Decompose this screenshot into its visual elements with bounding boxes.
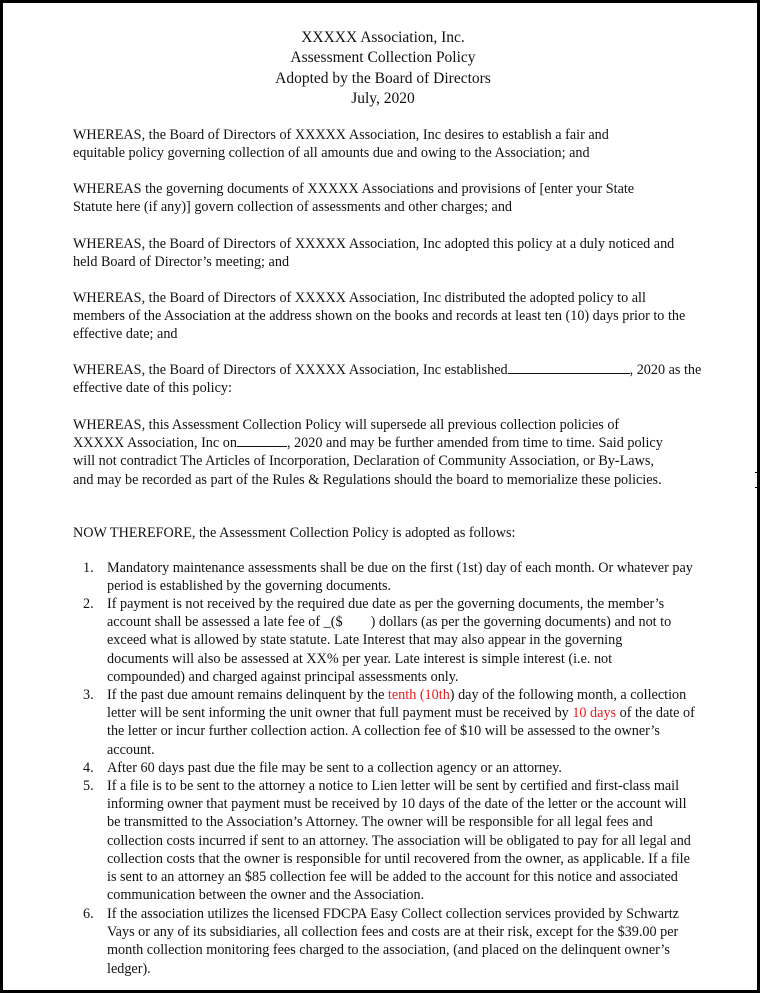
highlight-tenth-day: tenth (10th — [387, 687, 450, 703]
text-cursor-ibeam-icon — [755, 472, 760, 488]
paragraph-text: , 2020 and may be further amended from time to time. Said policy will not contradict The Articles of Incorporation, Declaration of Community Association, or By-Laws, and may be recorded as part of the Rules & Regulations should the board to memorialize these policies. — [73, 435, 663, 488]
list-text: After 60 days past due the file may be sent to a collection agency or an attorney. — [107, 760, 562, 776]
whereas-paragraph-3: WHEREAS, the Board of Directors of XXXXX Association, Inc adopted this policy at a duly noticed and held Board of Director’s meeting; and — [73, 236, 675, 271]
paragraph-text: WHEREAS, this Assessment Collection Policy will supersede all previous collection policies of XXXXX Association, Inc on — [73, 417, 620, 452]
document-date: July, 2020 — [351, 90, 415, 107]
list-number: 1. — [83, 560, 94, 576]
list-number: 5. — [83, 778, 94, 794]
list-number: 6. — [83, 906, 94, 922]
list-text-part: ) day of the following month, a collection letter will be sent informing the unit owner that full payment must be received by — [107, 687, 687, 722]
list-text-part: If the past due amount remains delinquent by the — [107, 687, 388, 703]
document-title: XXXXX Association, Inc. — [301, 29, 465, 46]
document-subtitle: Assessment Collection Policy — [290, 49, 476, 66]
whereas-paragraph-1: WHEREAS, the Board of Directors of XXXXX Association, Inc desires to establish a fair and equitable policy governing collection of all amounts due and owing to the Association; and — [73, 127, 609, 162]
whereas-paragraph-5 — [73, 361, 703, 397]
list-text: If a file is to be sent to the attorney a notice to Lien letter will be sent by certified and first-class mail informing owner that payment must be received by 10 days of the date of the letter or the account will be transmitted to the Association’s Attorney. The owner will be responsible for all legal fees and collection costs incurred if sent to an attorney. The association will be obligated to pay for all legal and collection costs that the owner is responsible for until recovered from the owner, as applicable. If a file is sent to an attorney an $85 collection fee will be added to the account for this notice and associated communication between the owner and the Association. — [107, 778, 691, 904]
now-therefore-paragraph: NOW THEREFORE, the Assessment Collection Policy is adopted as follows: — [73, 525, 516, 541]
list-text — [107, 595, 687, 686]
adopted-by-line: Adopted by the Board of Directors — [275, 70, 491, 87]
whereas-paragraph-6 — [73, 416, 673, 489]
list-number: 2. — [83, 596, 94, 612]
list-number: 4. — [83, 760, 94, 776]
whereas-paragraph-4: WHEREAS, the Board of Directors of XXXXX Association, Inc distributed the adopted policy to all members of the Association at the address shown on the books and records at least ten (10) days prior to the effective date; and — [73, 290, 686, 343]
list-text: If the association utilizes the licensed FDCPA Easy Collect collection services provided by Schwartz Vays or any of its subsidiaries, all collection fees and costs are at their risk, except for the $39.00 per month collection monitoring fees charged to the association, (and placed on the delinquent owner’s ledger). — [107, 906, 679, 977]
list-text-part: of the date of the letter or incur further collection action. A collection fee of $10 will be assessed to the owner’s account. — [107, 705, 695, 758]
list-text-part: ) dollars (as per the governing documents) and not to exceed what is allowed by state statute. Late Interest that may also appear in the governing documents will also be assessed at XX% per year. Late interest is simple interest (i.e. not compounded) and charged against principal assessments only. — [107, 614, 672, 685]
paragraph-text: WHEREAS, the Board of Directors of XXXXX Association, Inc established — [73, 362, 508, 378]
list-text: Mandatory maintenance assessments shall be due on the first (1st) day of each month. Or whatever pay period is established by the governing documents. — [107, 560, 693, 595]
whereas-paragraph-2: WHEREAS the governing documents of XXXXX Associations and provisions of [enter your State Statute here (if any)] govern collection of assessments and other charges; and — [73, 181, 635, 216]
list-number: 3. — [83, 687, 94, 703]
paragraph-text: , 2020 as the effective date of this policy: — [73, 362, 702, 397]
highlight-10-days: 10 days — [572, 705, 617, 722]
supersede-date-blank[interactable] — [237, 434, 287, 447]
list-text-part: If payment is not received by the required due date as per the governing documents, the member’s account shall be assessed a late fee of _($ — [107, 596, 665, 631]
list-text — [107, 686, 707, 759]
effective-date-blank[interactable] — [508, 361, 630, 374]
